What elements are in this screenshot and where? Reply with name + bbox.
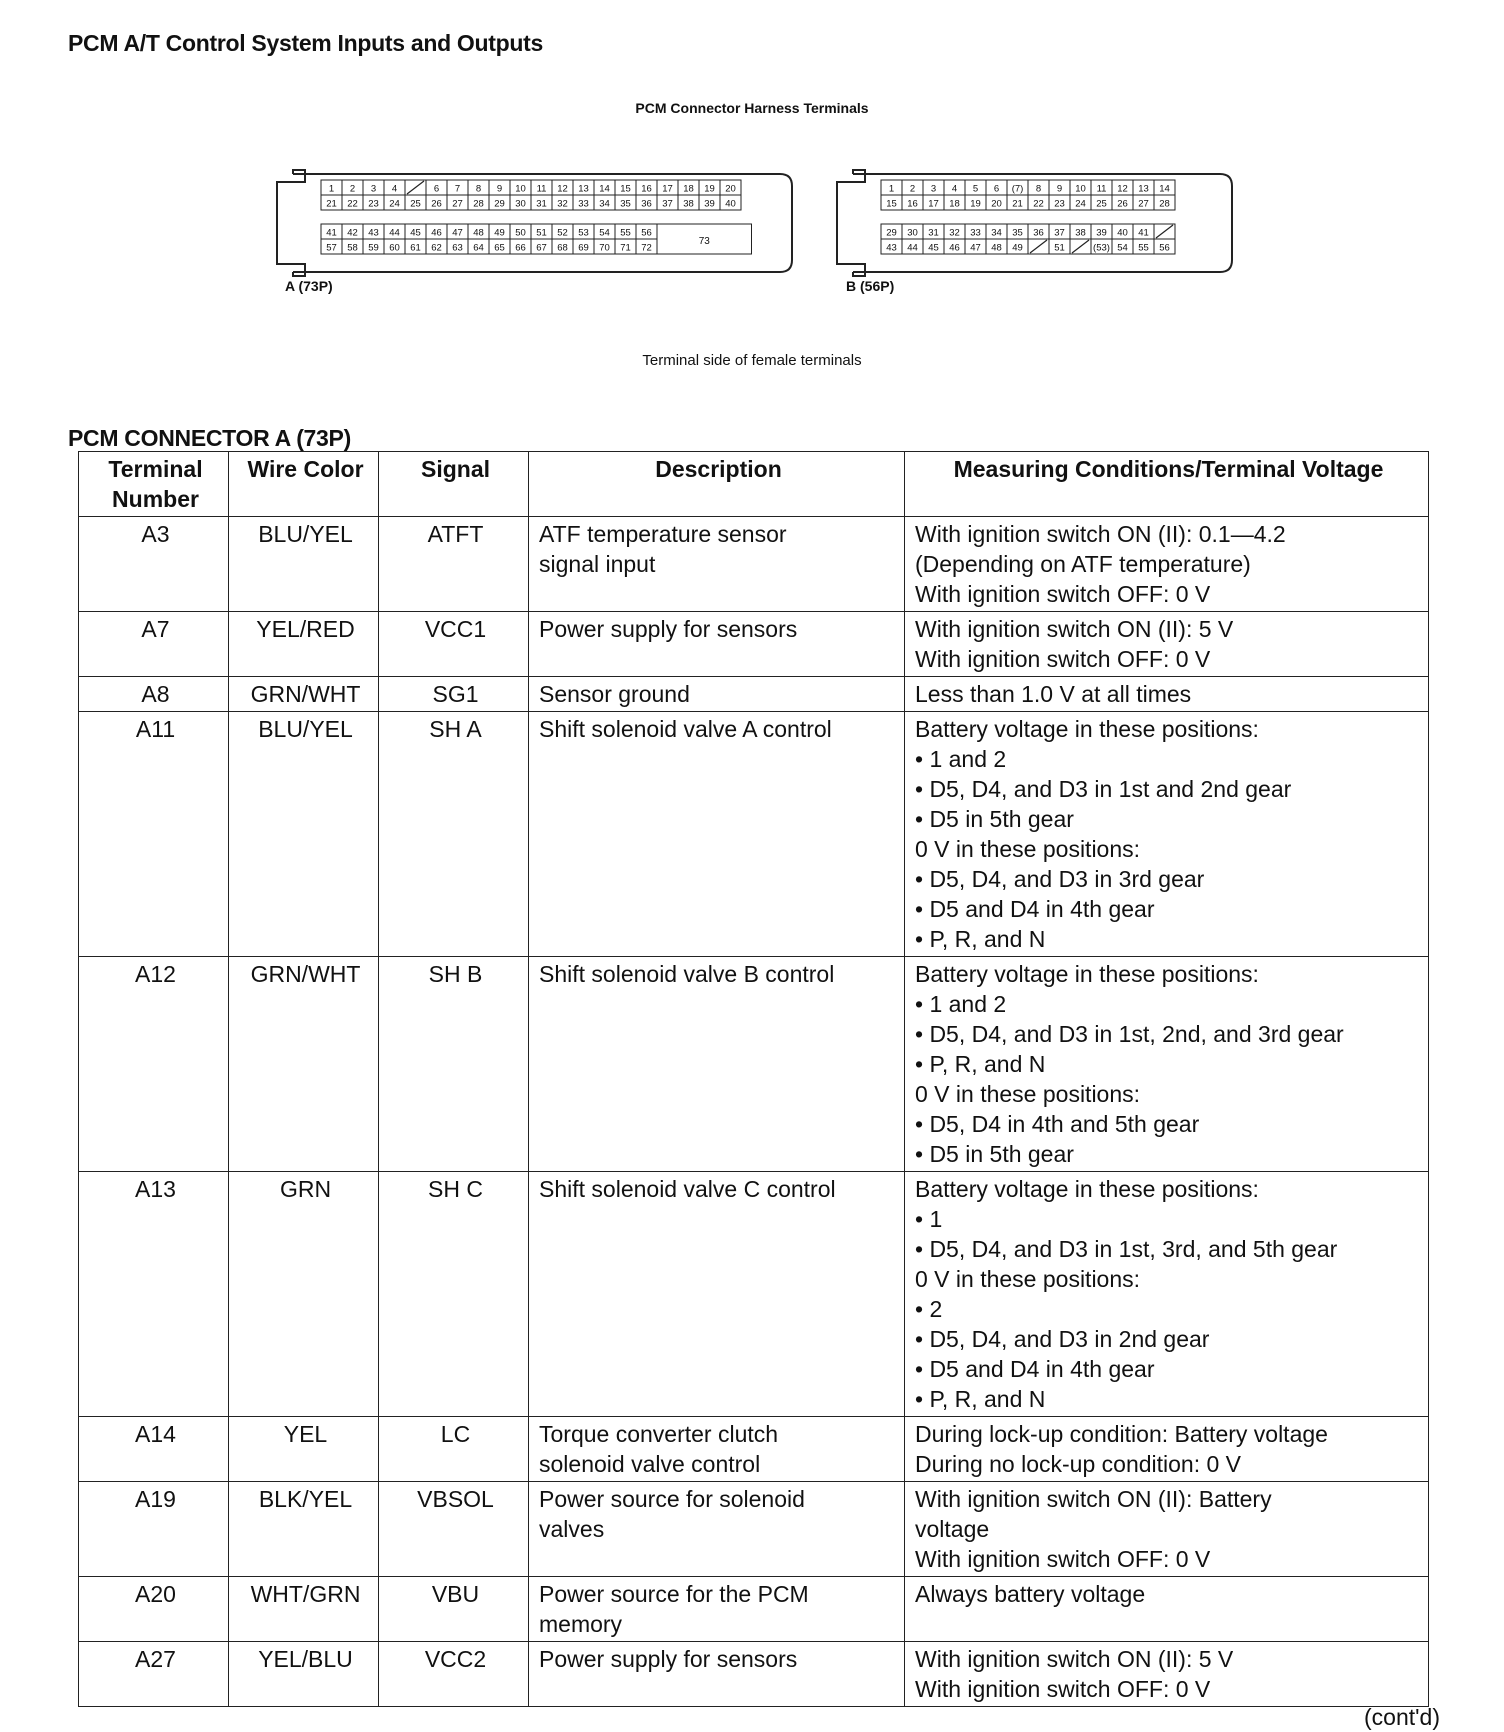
b-pin-number: 49 bbox=[1012, 242, 1023, 254]
b-pin-number: 2 bbox=[909, 183, 916, 195]
measuring-line: With ignition switch OFF: 0 V bbox=[915, 1676, 1211, 1702]
a-pin-number: 58 bbox=[347, 242, 358, 254]
b-pin-number: 28 bbox=[1159, 198, 1170, 210]
measuring-line: • D5, D4, and D3 in 2nd gear bbox=[915, 1326, 1210, 1352]
description-line: memory bbox=[539, 1611, 623, 1637]
a-pin-number: 15 bbox=[620, 183, 631, 195]
b-pin-number: 29 bbox=[886, 227, 897, 239]
b-pin-number: 44 bbox=[907, 242, 918, 254]
a-pin-number: 44 bbox=[389, 227, 400, 239]
b-pin-number: 51 bbox=[1054, 242, 1065, 254]
b-pin-number: 17 bbox=[928, 198, 939, 210]
signal-cell: SG1 bbox=[379, 677, 529, 712]
a-pin-number: 70 bbox=[599, 242, 610, 254]
b-pin-number: 27 bbox=[1138, 198, 1149, 210]
terminal-cell: A11 bbox=[79, 712, 229, 957]
a-pin-blank bbox=[407, 181, 424, 194]
a-pin-number: 19 bbox=[704, 183, 715, 195]
a-pin-number: 45 bbox=[410, 227, 421, 239]
b-pin-number: 35 bbox=[1012, 227, 1023, 239]
wire-color-cell: YEL/RED bbox=[229, 612, 379, 677]
wire-color-cell: GRN bbox=[229, 1172, 379, 1417]
a-pin-number: 54 bbox=[599, 227, 610, 239]
wire-color-cell: YEL bbox=[229, 1417, 379, 1482]
b-pin-number: 37 bbox=[1054, 227, 1065, 239]
measuring-cell bbox=[905, 517, 1429, 612]
measuring-cell bbox=[905, 1417, 1429, 1482]
a-pin-number: 11 bbox=[536, 183, 547, 195]
measuring-line: Less than 1.0 V at all times bbox=[915, 681, 1192, 707]
a-pin-number: 33 bbox=[578, 198, 589, 210]
a-pin-number: 37 bbox=[662, 198, 673, 210]
b-pin-number: 22 bbox=[1033, 198, 1044, 210]
signal-cell: VBU bbox=[379, 1577, 529, 1642]
table-row bbox=[79, 957, 1429, 1172]
a-pin-number: 32 bbox=[557, 198, 568, 210]
connector-b-label: B (56P) bbox=[846, 278, 895, 294]
a-pin-number: 38 bbox=[683, 198, 694, 210]
a-pin-number: 7 bbox=[454, 183, 461, 195]
b-pin-number: 30 bbox=[907, 227, 918, 239]
a-pin-number: 68 bbox=[557, 242, 568, 254]
table-row bbox=[79, 1417, 1429, 1482]
b-pin-number: 3 bbox=[930, 183, 937, 195]
a-pin-number: 56 bbox=[641, 227, 652, 239]
b-pin-number: 41 bbox=[1138, 227, 1149, 239]
b-pin-number: (7) bbox=[1011, 183, 1024, 195]
a-pin-number: 2 bbox=[349, 183, 356, 195]
measuring-line: Battery voltage in these positions: bbox=[915, 961, 1259, 987]
a-pin-number: 13 bbox=[578, 183, 589, 195]
b-pin-number: 18 bbox=[949, 198, 960, 210]
description-cell bbox=[529, 1172, 905, 1417]
description-line: Power supply for sensors bbox=[539, 1646, 798, 1672]
signal-cell: VCC1 bbox=[379, 612, 529, 677]
header-description: Description bbox=[529, 452, 905, 517]
description-cell bbox=[529, 957, 905, 1172]
a-pin-number: 8 bbox=[475, 183, 482, 195]
a-pin-number: 17 bbox=[662, 183, 673, 195]
description-line: Power supply for sensors bbox=[539, 616, 798, 642]
b-pin-number: 34 bbox=[991, 227, 1002, 239]
a-pin-number: 65 bbox=[494, 242, 505, 254]
description-cell bbox=[529, 1417, 905, 1482]
a-pin-number: 47 bbox=[452, 227, 463, 239]
b-pin-number: (53) bbox=[1093, 242, 1110, 254]
b-pin-number: 33 bbox=[970, 227, 981, 239]
terminal-cell: A3 bbox=[79, 517, 229, 612]
description-cell bbox=[529, 677, 905, 712]
a-pin-number: 62 bbox=[431, 242, 442, 254]
measuring-line: With ignition switch OFF: 0 V bbox=[915, 1546, 1211, 1572]
description-line: valves bbox=[539, 1516, 605, 1542]
a-connector-latch bbox=[277, 170, 305, 276]
measuring-line: • P, R, and N bbox=[915, 926, 1046, 952]
measuring-line: • D5, D4, and D3 in 1st, 3rd, and 5th gear bbox=[915, 1236, 1338, 1262]
a-pin-number: 59 bbox=[368, 242, 379, 254]
b-pin-number: 6 bbox=[993, 183, 1000, 195]
a-pin-number: 43 bbox=[368, 227, 379, 239]
a-pin-number: 63 bbox=[452, 242, 463, 254]
measuring-line: With ignition switch ON (II): 5 V bbox=[915, 616, 1234, 642]
header-terminal-number: Terminal Number bbox=[79, 452, 229, 517]
a-pin-number: 6 bbox=[433, 183, 440, 195]
b-pin-number: 40 bbox=[1117, 227, 1128, 239]
measuring-line: voltage bbox=[915, 1516, 990, 1542]
signal-cell: SH C bbox=[379, 1172, 529, 1417]
a-pin-number: 36 bbox=[641, 198, 652, 210]
measuring-line: With ignition switch ON (II): Battery bbox=[915, 1486, 1272, 1512]
a-pin-number: 29 bbox=[494, 198, 505, 210]
a-pin-number: 41 bbox=[326, 227, 337, 239]
b-pin-number: 14 bbox=[1159, 183, 1170, 195]
a-pin-number: 31 bbox=[536, 198, 547, 210]
table-row bbox=[79, 1482, 1429, 1577]
continued-note: (cont'd) bbox=[1364, 1704, 1440, 1730]
terminal-cell: A7 bbox=[79, 612, 229, 677]
measuring-line: 0 V in these positions: bbox=[915, 836, 1141, 862]
description-line: Shift solenoid valve B control bbox=[539, 961, 835, 987]
table-header-row bbox=[79, 452, 1429, 517]
a-pin-number: 30 bbox=[515, 198, 526, 210]
a-pin-number: 66 bbox=[515, 242, 526, 254]
description-line: Shift solenoid valve C control bbox=[539, 1176, 836, 1202]
measuring-cell bbox=[905, 1577, 1429, 1642]
a-pin-number: 9 bbox=[496, 183, 503, 195]
terminal-table bbox=[78, 451, 1429, 1707]
terminal-cell: A14 bbox=[79, 1417, 229, 1482]
header-signal: Signal bbox=[379, 452, 529, 517]
terminal-cell: A19 bbox=[79, 1482, 229, 1577]
measuring-line: • D5, D4 in 4th and 5th gear bbox=[915, 1111, 1200, 1137]
a-pin-number: 51 bbox=[536, 227, 547, 239]
measuring-line: • P, R, and N bbox=[915, 1051, 1046, 1077]
b-pin-number: 36 bbox=[1033, 227, 1044, 239]
measuring-line: • P, R, and N bbox=[915, 1386, 1046, 1412]
measuring-cell bbox=[905, 677, 1429, 712]
a-pin-number: 42 bbox=[347, 227, 358, 239]
signal-cell: SH B bbox=[379, 957, 529, 1172]
table-row bbox=[79, 677, 1429, 712]
measuring-line: During no lock-up condition: 0 V bbox=[915, 1451, 1242, 1477]
connector-diagram bbox=[275, 158, 1235, 308]
b-pin-blank bbox=[1030, 240, 1047, 253]
b-pin-number: 19 bbox=[970, 198, 981, 210]
wire-color-cell: BLK/YEL bbox=[229, 1482, 379, 1577]
terminal-cell: A8 bbox=[79, 677, 229, 712]
signal-cell: VCC2 bbox=[379, 1642, 529, 1707]
b-pin-number: 54 bbox=[1117, 242, 1128, 254]
a-pin-number: 55 bbox=[620, 227, 631, 239]
a-pin-number: 34 bbox=[599, 198, 610, 210]
description-cell bbox=[529, 1642, 905, 1707]
b-pin-number: 47 bbox=[970, 242, 981, 254]
a-pin-number: 52 bbox=[557, 227, 568, 239]
b-pin-number: 11 bbox=[1096, 183, 1107, 195]
b-pin-number: 12 bbox=[1117, 183, 1128, 195]
a-pin-number: 1 bbox=[328, 183, 335, 195]
a-pin-number: 10 bbox=[515, 183, 526, 195]
b-pin-number: 24 bbox=[1075, 198, 1086, 210]
b-pin-number: 9 bbox=[1056, 183, 1063, 195]
a-pin-number: 12 bbox=[557, 183, 568, 195]
table-row bbox=[79, 612, 1429, 677]
description-line: solenoid valve control bbox=[539, 1451, 761, 1477]
measuring-line: Battery voltage in these positions: bbox=[915, 716, 1259, 742]
measuring-cell bbox=[905, 957, 1429, 1172]
a-pin-number: 60 bbox=[389, 242, 400, 254]
b-pin-number: 39 bbox=[1096, 227, 1107, 239]
a-pin-number: 69 bbox=[578, 242, 589, 254]
a-pin-number: 72 bbox=[641, 242, 652, 254]
terminal-cell: A13 bbox=[79, 1172, 229, 1417]
measuring-line: • D5 and D4 in 4th gear bbox=[915, 1356, 1155, 1382]
measuring-line: • D5 in 5th gear bbox=[915, 806, 1074, 832]
measuring-line: • D5, D4, and D3 in 1st, 2nd, and 3rd gear bbox=[915, 1021, 1344, 1047]
wire-color-cell: YEL/BLU bbox=[229, 1642, 379, 1707]
measuring-line: With ignition switch ON (II): 0.1—4.2 bbox=[915, 521, 1286, 547]
a-pin-number: 4 bbox=[391, 183, 398, 195]
b-pin-number: 21 bbox=[1012, 198, 1023, 210]
a-pin-number: 24 bbox=[389, 198, 400, 210]
b-pin-number: 5 bbox=[972, 183, 979, 195]
measuring-cell bbox=[905, 612, 1429, 677]
measuring-line: • 2 bbox=[915, 1296, 943, 1322]
a-pin-number: 39 bbox=[704, 198, 715, 210]
measuring-line: • 1 and 2 bbox=[915, 746, 1007, 772]
a-pin-number: 57 bbox=[326, 242, 337, 254]
b-pin-number: 13 bbox=[1138, 183, 1149, 195]
wire-color-cell: BLU/YEL bbox=[229, 517, 379, 612]
b-pin-number: 45 bbox=[928, 242, 939, 254]
signal-cell: SH A bbox=[379, 712, 529, 957]
description-line: ATF temperature sensor bbox=[539, 521, 787, 547]
measuring-line: With ignition switch OFF: 0 V bbox=[915, 581, 1211, 607]
a-pin-number: 61 bbox=[410, 242, 421, 254]
measuring-cell bbox=[905, 712, 1429, 957]
description-cell bbox=[529, 1577, 905, 1642]
table-row bbox=[79, 517, 1429, 612]
measuring-line: With ignition switch ON (II): 5 V bbox=[915, 1646, 1234, 1672]
a-pin-number: 18 bbox=[683, 183, 694, 195]
measuring-line: (Depending on ATF temperature) bbox=[915, 551, 1251, 577]
measuring-line: Always battery voltage bbox=[915, 1581, 1146, 1607]
wire-color-cell: WHT/GRN bbox=[229, 1577, 379, 1642]
a-pin-number: 20 bbox=[725, 183, 736, 195]
signal-cell: VBSOL bbox=[379, 1482, 529, 1577]
measuring-line: • D5, D4, and D3 in 1st and 2nd gear bbox=[915, 776, 1292, 802]
b-pin-number: 4 bbox=[951, 183, 958, 195]
page-title: PCM A/T Control System Inputs and Outputs bbox=[68, 30, 543, 56]
measuring-cell bbox=[905, 1482, 1429, 1577]
b-pin-number: 56 bbox=[1159, 242, 1170, 254]
b-pin-number: 46 bbox=[949, 242, 960, 254]
description-line: Power source for solenoid bbox=[539, 1486, 805, 1512]
b-pin-number: 16 bbox=[907, 198, 918, 210]
a-pin-number: 3 bbox=[370, 183, 377, 195]
description-line: Shift solenoid valve A control bbox=[539, 716, 832, 742]
table-row bbox=[79, 1642, 1429, 1707]
a-pin-number: 53 bbox=[578, 227, 589, 239]
section-title: PCM CONNECTOR A (73P) bbox=[68, 425, 351, 451]
measuring-line: • D5 in 5th gear bbox=[915, 1141, 1074, 1167]
b-pin-number: 23 bbox=[1054, 198, 1065, 210]
a-pin-number: 50 bbox=[515, 227, 526, 239]
b-pin-number: 10 bbox=[1075, 183, 1086, 195]
measuring-line: During lock-up condition: Battery voltage bbox=[915, 1421, 1328, 1447]
a-pin-number: 71 bbox=[620, 242, 631, 254]
description-line: signal input bbox=[539, 551, 656, 577]
a-pin-number: 46 bbox=[431, 227, 442, 239]
b-pin-number: 8 bbox=[1035, 183, 1042, 195]
signal-cell: LC bbox=[379, 1417, 529, 1482]
description-line: Power source for the PCM bbox=[539, 1581, 809, 1607]
b-pin-number: 43 bbox=[886, 242, 897, 254]
measuring-line: • 1 and 2 bbox=[915, 991, 1007, 1017]
a-pin-number: 25 bbox=[410, 198, 421, 210]
b-pin-number: 20 bbox=[991, 198, 1002, 210]
a-pin-number: 64 bbox=[473, 242, 484, 254]
b-pin-number: 48 bbox=[991, 242, 1002, 254]
a-pin-number: 21 bbox=[326, 198, 337, 210]
b-pin-blank bbox=[1156, 225, 1173, 238]
a-pin-number: 27 bbox=[452, 198, 463, 210]
wire-color-cell: GRN/WHT bbox=[229, 677, 379, 712]
a-pin-number: 16 bbox=[641, 183, 652, 195]
table-row bbox=[79, 712, 1429, 957]
terminal-cell: A12 bbox=[79, 957, 229, 1172]
b-pin-number: 25 bbox=[1096, 198, 1107, 210]
b-pin-number: 38 bbox=[1075, 227, 1086, 239]
a-pin-number: 28 bbox=[473, 198, 484, 210]
measuring-line: • D5 and D4 in 4th gear bbox=[915, 896, 1155, 922]
table-row bbox=[79, 1172, 1429, 1417]
measuring-line: Battery voltage in these positions: bbox=[915, 1176, 1259, 1202]
table-row bbox=[79, 1577, 1429, 1642]
diagram-subtitle: PCM Connector Harness Terminals bbox=[635, 100, 869, 116]
connector-a-label: A (73P) bbox=[285, 278, 333, 294]
measuring-line: 0 V in these positions: bbox=[915, 1081, 1141, 1107]
a-pin-number: 67 bbox=[536, 242, 547, 254]
b-pin-number: 1 bbox=[888, 183, 895, 195]
a-pin-number: 48 bbox=[473, 227, 484, 239]
measuring-line: 0 V in these positions: bbox=[915, 1266, 1141, 1292]
a-pin-number: 22 bbox=[347, 198, 358, 210]
signal-cell: ATFT bbox=[379, 517, 529, 612]
terminal-cell: A20 bbox=[79, 1577, 229, 1642]
measuring-line: With ignition switch OFF: 0 V bbox=[915, 646, 1211, 672]
a-pin-number: 26 bbox=[431, 198, 442, 210]
measuring-cell bbox=[905, 1642, 1429, 1707]
a-pin-number: 49 bbox=[494, 227, 505, 239]
b-pin-number: 55 bbox=[1138, 242, 1149, 254]
b-pin-number: 15 bbox=[886, 198, 897, 210]
header-wire-color: Wire Color bbox=[229, 452, 379, 517]
measuring-line: • 1 bbox=[915, 1206, 943, 1232]
a-pin-number: 40 bbox=[725, 198, 736, 210]
a-pin-number: 23 bbox=[368, 198, 379, 210]
wire-color-cell: BLU/YEL bbox=[229, 712, 379, 957]
terminal-cell: A27 bbox=[79, 1642, 229, 1707]
a-pin-number: 14 bbox=[599, 183, 610, 195]
b-pin-number: 31 bbox=[928, 227, 939, 239]
description-line: Torque converter clutch bbox=[539, 1421, 779, 1447]
b-connector-latch bbox=[837, 170, 865, 276]
description-cell bbox=[529, 612, 905, 677]
b-pin-number: 32 bbox=[949, 227, 960, 239]
description-cell bbox=[529, 712, 905, 957]
a-pin-number: 73 bbox=[698, 236, 710, 247]
description-cell bbox=[529, 517, 905, 612]
b-pin-blank bbox=[1072, 240, 1089, 253]
description-cell bbox=[529, 1482, 905, 1577]
measuring-cell bbox=[905, 1172, 1429, 1417]
b-pin-number: 26 bbox=[1117, 198, 1128, 210]
diagram-caption: Terminal side of female terminals bbox=[642, 352, 862, 369]
a-pin-number: 35 bbox=[620, 198, 631, 210]
wire-color-cell: GRN/WHT bbox=[229, 957, 379, 1172]
measuring-line: • D5, D4, and D3 in 3rd gear bbox=[915, 866, 1205, 892]
header-measuring-conditions: Measuring Conditions/Terminal Voltage bbox=[905, 452, 1429, 517]
description-line: Sensor ground bbox=[539, 681, 690, 707]
